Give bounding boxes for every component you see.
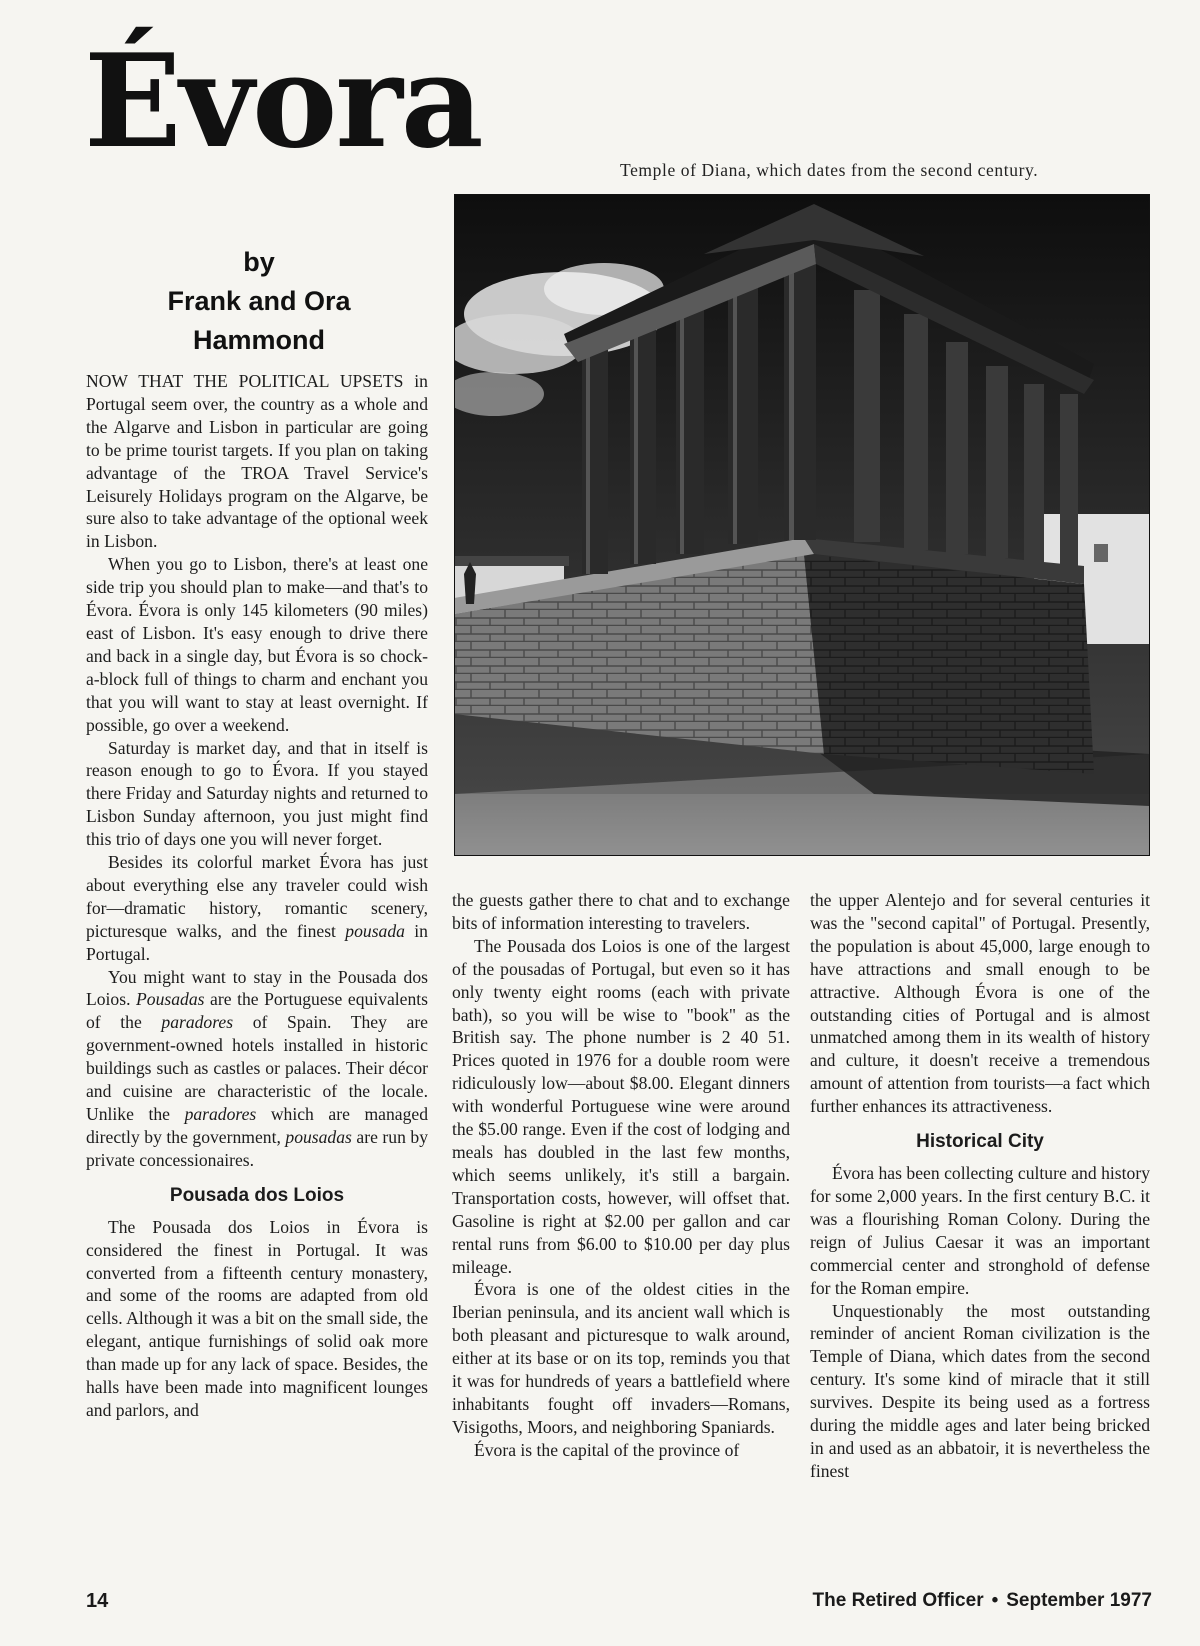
paragraph-5-text-e: are run by private concessionaires.: [86, 1126, 428, 1170]
byline-authors-line-1: Frank and Ora: [167, 286, 351, 316]
page-number: 14: [86, 1590, 109, 1612]
paragraph-5-text-d: which are managed directly by the government,: [86, 1104, 428, 1147]
paragraph-5-text-b: are the Portuguese equivalents of the: [86, 989, 429, 1033]
paragraph-1-text: in Portugal seem over, the country as a whole and the Algarve and Lisbon in particular are going to be prime tourist targets. If you plan on taking advantage of the TROA Travel Service's Leisurely Holidays program on the Algarve, be sure also to take advantage of the optional week in Lisbon.: [86, 371, 428, 552]
paragraph-2: When you go to Lisbon, there's at least one side trip you should plan to make—and that's to Évora. Évora is only 145 kilometers (90 miles) east of Lisbon. It's easy enough to drive there and back in a single day, but Évora is so chock-a-block full of things to charm and enchant you that you will want to stay at least overnight. If possible, go over a weekend.: [86, 554, 428, 735]
italic-pousadas-2: pousadas: [285, 1126, 352, 1147]
paragraph-3: Saturday is market day, and that in itself is reason enough to go to Évora. If you stayed there Friday and Saturday nights and returned to Lisbon Sunday afternoon, you just might find this trio of days one you will never forget.: [86, 737, 428, 850]
paragraph-5-text-a: You might want to stay in the Pousada dos Loios.: [86, 966, 428, 1010]
paragraph-5: [86, 966, 428, 1172]
italic-pousada: pousada: [345, 920, 405, 941]
paragraph-4: [86, 851, 428, 966]
temple-of-diana-photo: [454, 194, 1150, 856]
paragraph-8: The Pousada dos Loios is one of the largest of the pousadas of Portugal, but even so it has only twenty eight rooms (each with private bath), so you will be wise to "book" as the British say. The phone number is 2 40 51. Prices quoted in 1976 for a double room were ridiculously low—about $8.00. Elegant dinners with wonderful Portuguese wine were around the $5.00 range. Even if the cost of lodging and meals has doubled in the last few months, which seems unlikely, it's still a bargain. Transportation costs, however, will offset that. Gasoline is right at $2.00 per gallon and car rental runs from $6.00 to $10.00 per day plus mileage.: [452, 935, 790, 1277]
paragraph-1: [86, 370, 428, 553]
paragraph-6: The Pousada dos Loios in Évora is considered the finest in Portugal. It was converted from a fifteenth century monastery, and some of the rooms are adapted from old cells. Although it was a bit on the small side, the elegant, antique furnishings of solid oak more than made up for any lack of space. Besides, the halls have been made into magnificent lounges and parlors, and: [86, 1216, 428, 1420]
temple-photo-illustration: [454, 194, 1150, 856]
paragraph-4-text-b: in Portugal.: [86, 920, 428, 964]
running-footer: [813, 1590, 1152, 1612]
byline-by: by: [243, 247, 275, 277]
paragraph-1-lead: NOW THAT THE POLITICAL UPSETS: [86, 371, 404, 391]
italic-paradores-2: paradores: [184, 1104, 257, 1124]
article-column-2: [452, 889, 790, 1579]
paragraph-11: the upper Alentejo and for several centuries it was the "second capital" of Portugal. Presently, the population is about 45,000, large enough to have attractions and small enough to be attractive. Although Évora is one of the outstanding cities of Portugal and is almost unmatched among them in its wealth of history and culture, it doesn't receive a tremendous amount of attention from tourists—a fact which further enhances its attractiveness.: [810, 890, 1150, 1117]
paragraph-4-text-a: Besides its colorful market Évora has just about everything else any traveler could wish for—dramatic history, romantic scenery, picturesque walks, and the finest: [86, 852, 428, 941]
paragraph-12: Évora has been collecting culture and history for some 2,000 years. In the first century B.C. it was a flourishing Roman Colony. During the reign of Julius Caesar it was an important commercial center and stronghold of defense for the Roman empire.: [810, 1163, 1150, 1298]
subhead-pousada-dos-loios: Pousada dos Loios: [169, 1184, 345, 1206]
paragraph-7: the guests gather there to chat and to exchange bits of information interesting to travelers.: [452, 890, 790, 933]
article-column-3: [810, 889, 1150, 1579]
issue-date: September 1977: [1006, 1590, 1152, 1611]
subhead-historical-city: Historical City: [916, 1131, 1044, 1153]
byline: [90, 243, 428, 360]
article-column-1: [86, 370, 428, 1580]
photo-caption: Temple of Diana, which dates from the second century.: [620, 160, 1039, 180]
paragraph-13: Unquestionably the most outstanding reminder of ancient Roman civilization is the Temple of Diana, which dates from the second century. It's some kind of miracle that it still survives. Despite its being used as a fortress during the middle ages and later being bricked in and used as an abbatoir, it is nevertheless the finest: [810, 1300, 1150, 1481]
paragraph-9: Évora is one of the oldest cities in the Iberian peninsula, and its ancient wall which is both pleasant and picturesque to walk around, either at its base or on its top, reminds you that it was for hundreds of years a battlefield where inhabitants fought off invaders—Romans, Visigoths, Moors, and neighboring Spaniards.: [452, 1279, 790, 1437]
paragraph-10: Évora is the capital of the province of: [474, 1439, 740, 1460]
italic-paradores: paradores: [161, 1012, 234, 1033]
article-title: Évora: [84, 27, 482, 177]
byline-authors-line-2: Hammond: [192, 325, 325, 355]
paragraph-5-text-c: of Spain. They are government-owned hotels installed in historic buildings such as castles or palaces. Their décor and cuisine are characteristic of the locale. Unlike the: [86, 1012, 428, 1124]
publication-name: The Retired Officer: [812, 1590, 984, 1611]
italic-pousadas: Pousadas: [136, 989, 205, 1010]
footer-bullet: •: [991, 1590, 999, 1611]
